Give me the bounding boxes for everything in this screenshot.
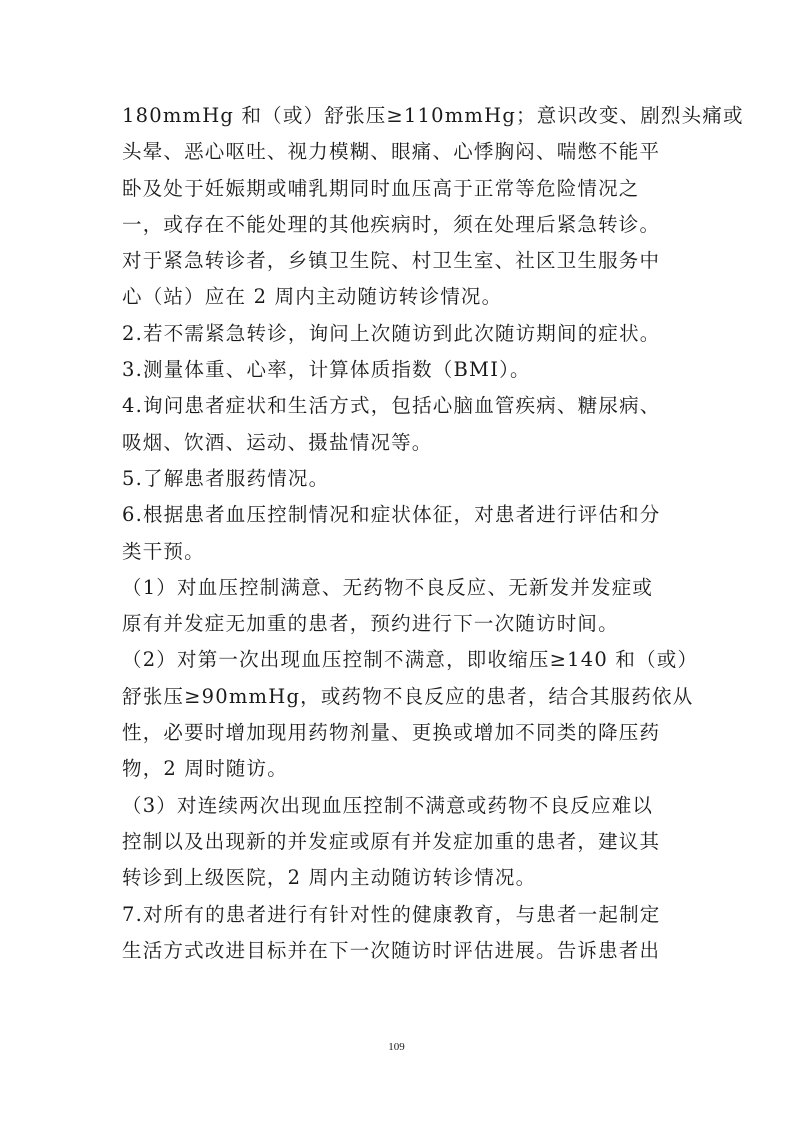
text-line: （1）对血压控制满意、无药物不良反应、无新发并发症或 [122, 575, 654, 599]
text-line: 7.对所有的患者进行有针对性的健康教育，与患者一起制定 [122, 902, 661, 926]
text-line: 心（站）应在 2 周内主动随访转诊情况。 [122, 285, 503, 309]
text-line: 吸烟、饮酒、运动、摄盐情况等。 [122, 430, 433, 454]
text-line: 控制以及出现新的并发症或原有并发症加重的患者，建议其 [122, 829, 661, 853]
text-line: 180mmHg 和（或）舒张压≥110mmHg；意识改变、剧烈头痛或 [122, 104, 744, 127]
text-line: 卧及处于妊娠期或哺乳期同时血压高于正常等危险情况之 [122, 176, 640, 200]
text-line: 一，或存在不能处理的其他疾病时，须在处理后紧急转诊。 [122, 212, 661, 236]
text-line: （2）对第一次出现血压控制不满意，即收缩压≥140 和（或） [122, 648, 699, 672]
text-line: 3.测量体重、心率，计算体质指数（BMI）。 [122, 358, 531, 382]
text-line: 性，必要时增加现用药物剂量、更换或增加不同类的降压药 [122, 721, 661, 745]
page-number: 109 [388, 1041, 405, 1053]
text-line: 物，2 周时随访。 [122, 757, 288, 781]
text-line: 5.了解患者服药情况。 [122, 466, 330, 490]
text-line: （3）对连续两次出现血压控制不满意或药物不良反应难以 [122, 793, 654, 817]
text-line: 2.若不需紧急转诊，询问上次随访到此次随访期间的症状。 [122, 321, 661, 345]
text-line: 头晕、恶心呕吐、视力模糊、眼痛、心悸胸闷、喘憋不能平 [122, 140, 661, 164]
text-line: 生活方式改进目标并在下一次随访时评估进展。告诉患者出 [122, 938, 661, 962]
text-line: 4.询问患者症状和生活方式，包括心脑血管疾病、糖尿病、 [122, 394, 661, 418]
text-line: 6.根据患者血压控制情况和症状体征，对患者进行评估和分 [122, 503, 661, 527]
text-line: 舒张压≥90mmHg，或药物不良反应的患者，结合其服药依从 [122, 684, 694, 708]
text-line: 类干预。 [122, 539, 205, 563]
text-line: 转诊到上级医院，2 周内主动随访转诊情况。 [122, 866, 537, 890]
body-text [122, 98, 744, 969]
text-line: 原有并发症无加重的患者，预约进行下一次随访时间。 [122, 612, 619, 636]
text-line: 对于紧急转诊者，乡镇卫生院、村卫生室、社区卫生服务中 [122, 249, 661, 273]
